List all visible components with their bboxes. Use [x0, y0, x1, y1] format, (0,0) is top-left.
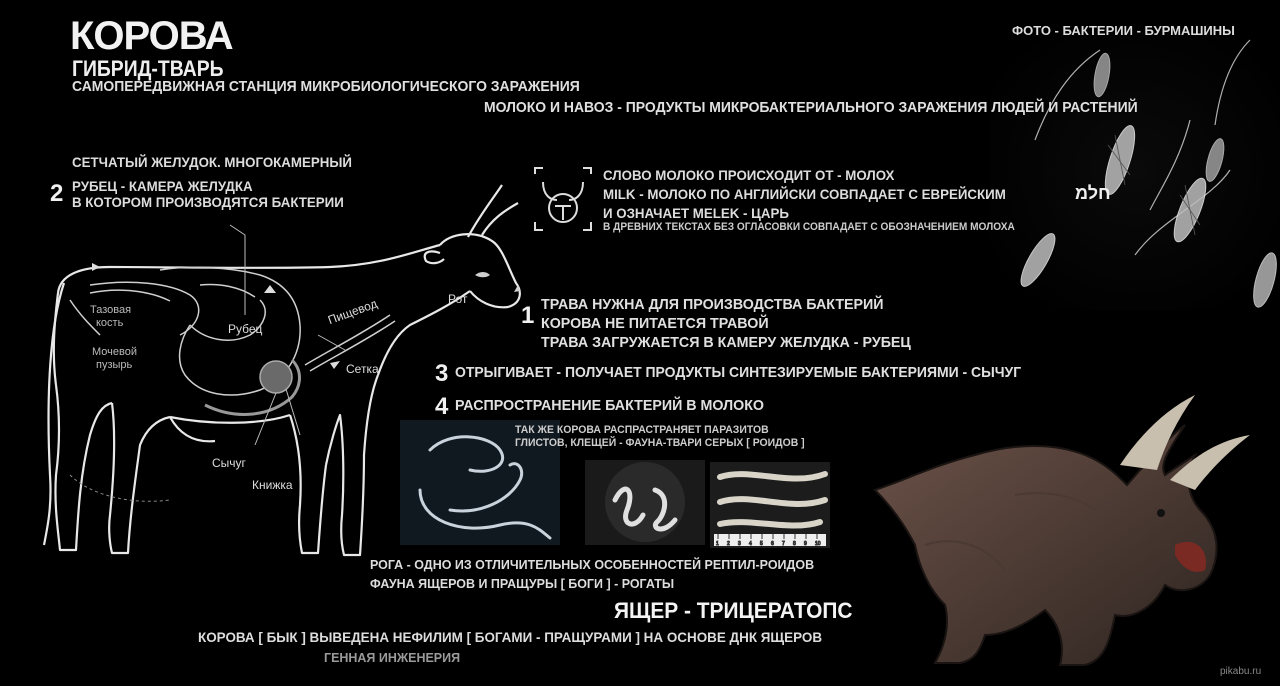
horns-line-2: ФАУНА ЯЩЕРОВ И ПРАЩУРЫ [ БОГИ ] - РОГАТЫ	[370, 576, 675, 591]
ruler-tick-label: 9	[804, 541, 807, 547]
milk-manure-line: МОЛОКО И НАВОЗ - ПРОДУКТЫ МИКРОБАКТЕРИАЛЬНОГО ЗАРАЖЕНИЯ ЛЮДЕЙ И РАСТЕНИЙ	[484, 99, 1138, 116]
label-abomasum: Сычуг	[212, 456, 246, 470]
horns-line-3: КОРОВА [ БЫК ] ВЫВЕДЕНА НЕФИЛИМ [ БОГАМИ - ПРАЩУРАМИ ] НА ОСНОВЕ ДНК ЯЩЕРОВ	[198, 629, 823, 645]
ruler-tick-label: 1	[716, 541, 719, 547]
moloch-line-2: MILK - МОЛОКО ПО АНГЛИЙСКИ СОВПАДАЕТ С ЕВРЕЙСКИМ	[603, 186, 1006, 202]
step-1-line-1: ТРАВА НУЖНА ДЛЯ ПРОИЗВОДСТВА БАКТЕРИЙ	[541, 296, 884, 313]
label-bladder-1: Мочевой	[92, 346, 137, 358]
page-title: КОРОВА	[70, 14, 233, 58]
ruler-tick-label: 5	[760, 541, 763, 547]
label-esophagus: Пищевод	[326, 296, 380, 328]
ruler-tick-label: 10	[815, 541, 821, 547]
step-2-number: 2	[50, 180, 64, 207]
ruler-tick-label: 6	[771, 541, 774, 547]
label-pelvic-bone-1: Тазовая	[90, 304, 132, 316]
step-1-line-2: КОРОВА НЕ ПИТАЕТСЯ ТРАВОЙ	[541, 315, 769, 332]
moloch-line-3: И ОЗНАЧАЕТ MELEK - ЦАРЬ	[603, 205, 789, 221]
stomach-line-2: РУБЕЦ - КАМЕРА ЖЕЛУДКА	[72, 178, 253, 194]
step-1-number: 1	[521, 302, 535, 329]
ruler-tick-label: 3	[738, 541, 741, 547]
label-bladder-2: пузырь	[96, 359, 133, 371]
step-3-text: ОТРЫГИВАЕТ - ПОЛУЧАЕТ ПРОДУКТЫ СИНТЕЗИРУЕМЫЕ БАКТЕРИЯМИ - СЫЧУГ	[455, 364, 1022, 381]
triceratops-image	[865, 395, 1260, 670]
stomach-line-1: СЕТЧАТЫЙ ЖЕЛУДОК. МНОГОКАМЕРНЫЙ	[72, 154, 352, 170]
label-pelvic-bone-2: кость	[96, 317, 124, 329]
label-omasum: Книжка	[252, 478, 293, 492]
bacteria-photo	[990, 30, 1280, 310]
label-rumen: Рубец	[228, 322, 263, 336]
label-mouth: Рот	[448, 292, 468, 306]
bull-head-icon	[533, 166, 593, 232]
label-reticulum: Сетка	[346, 362, 379, 376]
step-4-text: РАСПРОСТРАНЕНИЕ БАКТЕРИЙ В МОЛОКО	[455, 397, 765, 414]
triceratops-heading: ЯЩЕР - ТРИЦЕРАТОПС	[614, 598, 853, 623]
step-3-number: 3	[435, 360, 449, 387]
step-4-number: 4	[435, 393, 449, 420]
tapeworm-photo	[710, 462, 830, 548]
horns-line-1: РОГА - ОДНО ИЗ ОТЛИЧИТЕЛЬНЫХ ОСОБЕННОСТЕЙ РЕПТИЛ-РОИДОВ	[370, 557, 815, 572]
ruler-tick-label: 7	[782, 541, 785, 547]
hebrew-word: חלמ	[1075, 183, 1111, 203]
moloch-line-1: СЛОВО МОЛОКО ПРОИСХОДИТ ОТ - МОЛОХ	[603, 167, 895, 183]
step-1-line-3: ТРАВА ЗАГРУЖАЕТСЯ В КАМЕРУ ЖЕЛУДКА - РУБЕЦ	[541, 334, 911, 351]
page-subtitle: ГИБРИД-ТВАРЬ	[72, 56, 224, 81]
parasites-line-2: ГЛИСТОВ, КЛЕЩЕЙ - ФАУНА-ТВАРИ СЕРЫХ [ РОИДОВ ]	[515, 437, 805, 449]
moloch-line-4: В ДРЕВНИХ ТЕКСТАХ БЕЗ ОГЛАСОВКИ СОВПАДАЕТ С ОБОЗНАЧЕНИЕМ МОЛОХА	[603, 221, 1015, 233]
worm-photo-2	[585, 460, 705, 545]
photo-caption: ФОТО - БАКТЕРИИ - БУРМАШИНЫ	[1012, 23, 1235, 38]
page-tagline: САМОПЕРЕДВИЖНАЯ СТАНЦИЯ МИКРОБИОЛОГИЧЕСКОГО ЗАРАЖЕНИЯ	[72, 78, 580, 95]
ruler-tick-label: 2	[727, 541, 730, 547]
stomach-line-3: В КОТОРОМ ПРОИЗВОДЯТСЯ БАКТЕРИИ	[72, 194, 344, 210]
ruler-tick-label: 8	[793, 541, 796, 547]
parasites-line-1: ТАК ЖЕ КОРОВА РАСПРАСТРАНЯЕТ ПАРАЗИТОВ	[515, 424, 769, 436]
ruler-tick-label: 4	[749, 541, 752, 547]
watermark: pikabu.ru	[1220, 666, 1262, 677]
horns-line-4: ГЕННАЯ ИНЖЕНЕРИЯ	[324, 650, 461, 665]
